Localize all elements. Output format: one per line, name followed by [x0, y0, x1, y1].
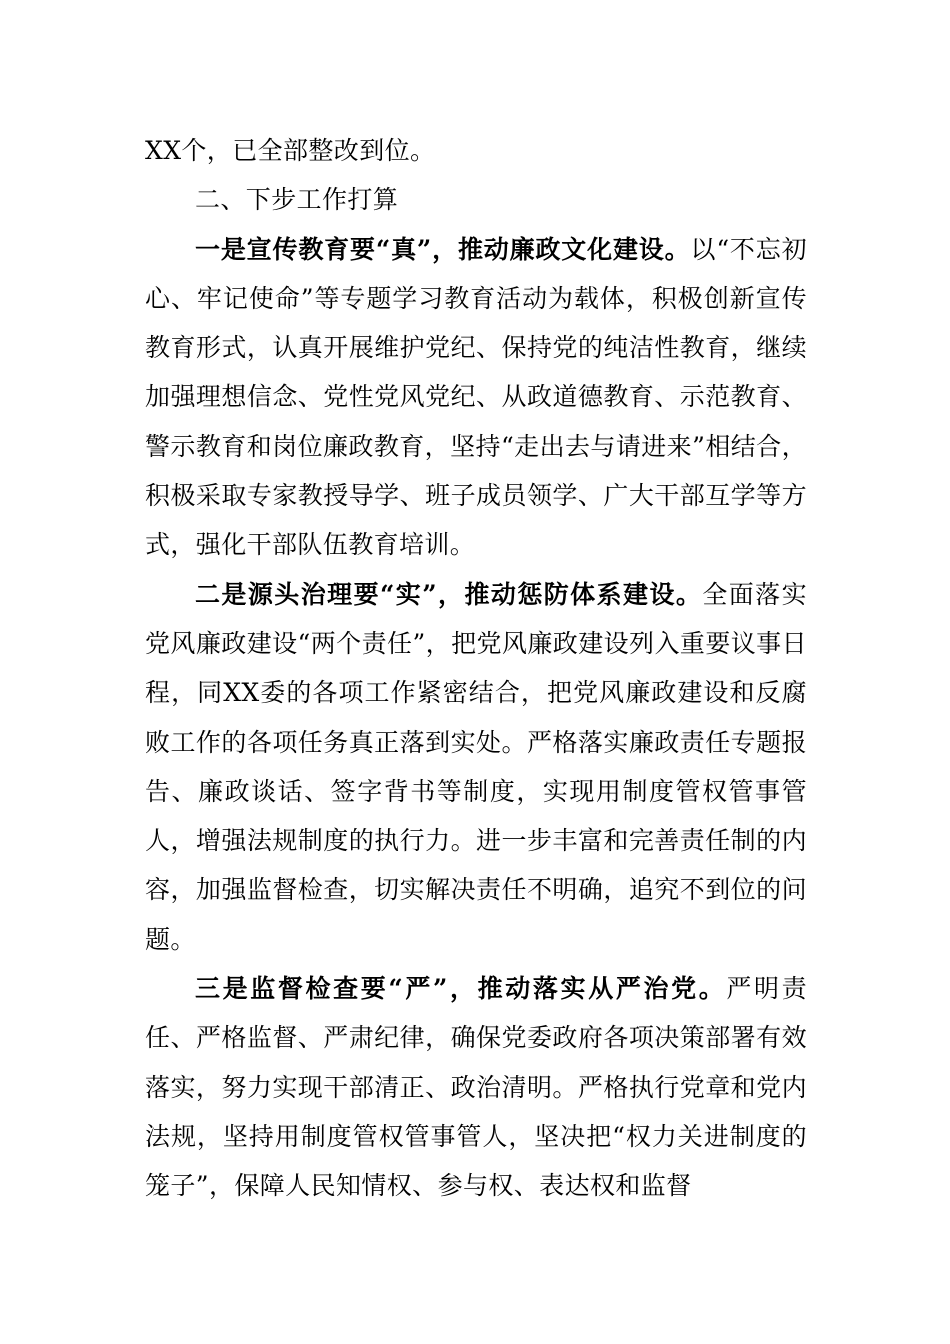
paragraph-text: 严明责任、严格监督、严肃纪律，确保党委政府各项决策部署有效落实，努力实现干部清正、政治清明。严格执行党章和党内法规，坚持用制度管权管事管人，坚决把“权力关进制度的笼子”，保障人民知情权、参与权、表达权和监督: [145, 974, 808, 1201]
paragraph-continuation: XX个，已全部整改到位。: [145, 136, 436, 165]
paragraph-lead: 二是源头治理要“实”，推动惩防体系建设。: [195, 579, 703, 609]
paragraph-item-3: [145, 964, 807, 1210]
paragraph-lead: 一是宣传教育要“真”，推动廉政文化建设。: [195, 234, 691, 264]
paragraph-item-1: [145, 225, 807, 570]
paragraph-text: 以“不忘初心、牢记使命”等专题学习教育活动为载体，积极创新宣传教育形式，认真开展维护党纪、保持党的纯洁性教育，继续加强理想信念、党性党风党纪、从政道德教育、示范教育、警示教育和岗位廉政教育，坚持“走出去与请进来”相结合，积极采取专家教授导学、班子成员领学、广大干部互学等方式，强化干部队伍教育培训。: [145, 234, 808, 560]
document-body: [145, 126, 807, 1211]
paragraph-text: 全面落实党风廉政建设“两个责任”，把党风廉政建设列入重要议事日程，同XX委的各项工作紧密结合，把党风廉政建设和反腐败工作的各项任务真正落到实处。严格落实廉政责任专题报告、廉政谈话、签字背书等制度，实现用制度管权管事管人，增强法规制度的执行力。进一步丰富和完善责任制的内容，加强监督检查，切实解决责任不明确，追究不到位的问题。: [145, 579, 807, 954]
paragraph-lead: 三是监督检查要“严”，推动落实从严治党。: [195, 974, 727, 1004]
section-heading: 二、下步工作打算: [195, 185, 399, 215]
paragraph-item-2: [145, 570, 807, 964]
